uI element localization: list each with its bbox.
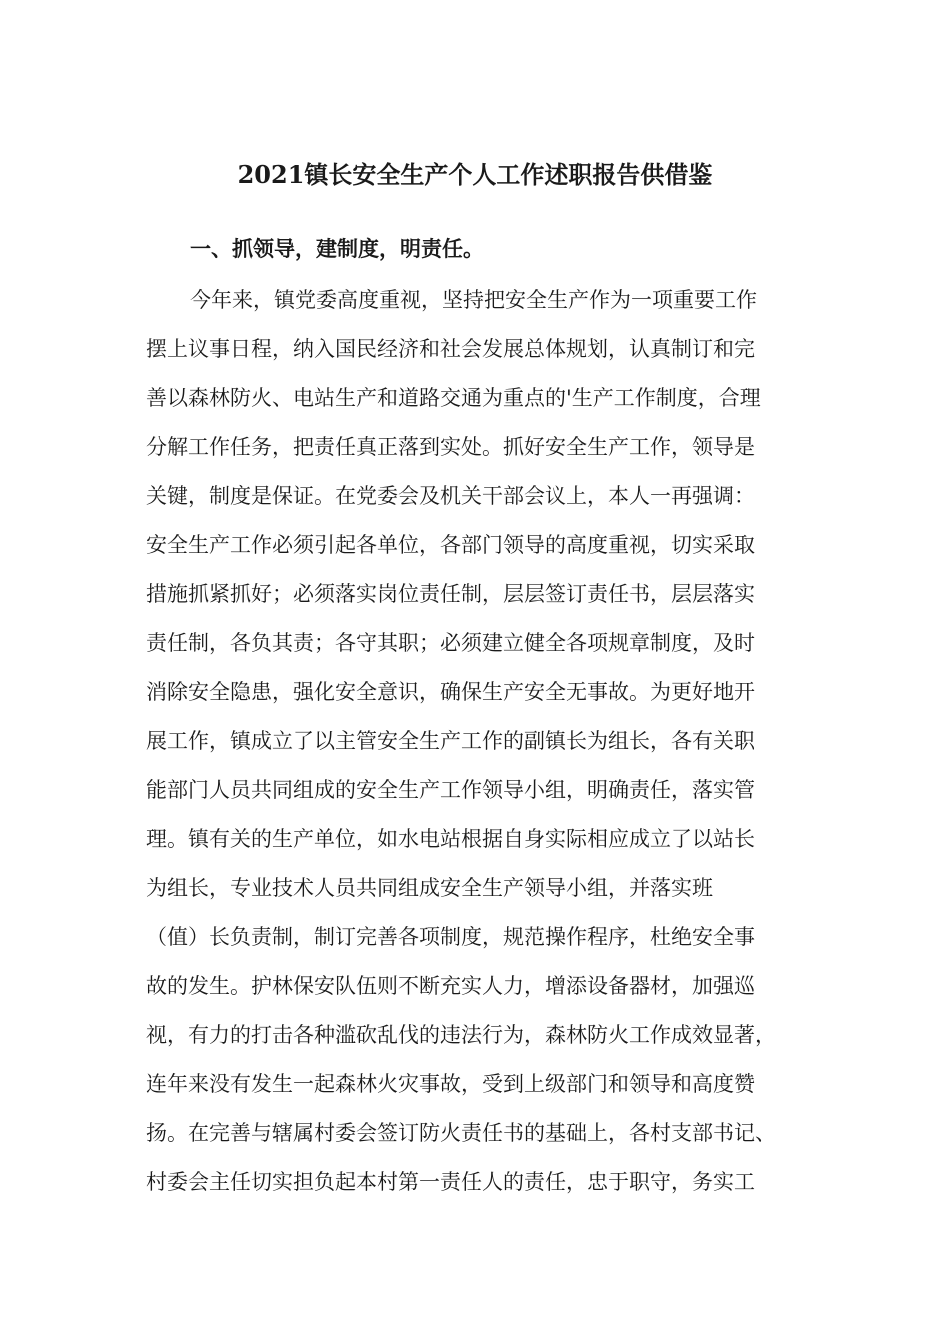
document-title: 2021镇长安全生产个人工作述职报告供借鉴 <box>237 160 713 189</box>
section-heading: 一、抓领导，建制度，明责任。 <box>190 236 484 261</box>
text-line: 善以森林防火、电站生产和道路交通为重点的'生产工作制度，合理 <box>146 386 761 410</box>
text-line: 展工作，镇成立了以主管安全生产工作的副镇长为组长，各有关职 <box>146 729 755 753</box>
text-line: 分解工作任务，把责任真正落到实处。抓好安全生产工作，领导是 <box>146 435 755 459</box>
text-line: 为组长，专业技术人员共同组成安全生产领导小组，并落实班 <box>146 876 713 900</box>
text-line: 扬。在完善与辖属村委会签订防火责任书的基础上，各村支部书记、 <box>146 1121 776 1145</box>
text-line: 故的发生。护林保安队伍则不断充实人力，增添设备器材，加强巡 <box>146 974 755 998</box>
text-line: 村委会主任切实担负起本村第一责任人的责任，忠于职守，务实工 <box>146 1170 755 1194</box>
text-line: 消除安全隐患，强化安全意识，确保生产安全无事故。为更好地开 <box>146 680 755 704</box>
text-line: 能部门人员共同组成的安全生产工作领导小组，明确责任，落实管 <box>146 778 755 802</box>
text-line: 摆上议事日程，纳入国民经济和社会发展总体规划，认真制订和完 <box>146 337 755 361</box>
text-line: 关键，制度是保证。在党委会及机关干部会议上，本人一再强调： <box>146 484 755 508</box>
text-line: 视，有力的打击各种滥砍乱伐的违法行为，森林防火工作成效显著， <box>146 1023 776 1047</box>
text-line: 理。镇有关的生产单位，如水电站根据自身实际相应成立了以站长 <box>146 827 755 851</box>
text-line: 连年来没有发生一起森林火灾事故，受到上级部门和领导和高度赞 <box>146 1072 755 1096</box>
text-line: 措施抓紧抓好；必须落实岗位责任制，层层签订责任书，层层落实 <box>146 582 755 606</box>
text-line: 责任制，各负其责；各守其职；必须建立健全各项规章制度，及时 <box>146 631 755 655</box>
text-line: 今年来，镇党委高度重视，坚持把安全生产作为一项重要工作 <box>190 288 757 312</box>
text-line: 安全生产工作必须引起各单位，各部门领导的高度重视，切实采取 <box>146 533 755 557</box>
text-line: （值）长负责制，制订完善各项制度，规范操作程序，杜绝安全事 <box>146 925 755 949</box>
